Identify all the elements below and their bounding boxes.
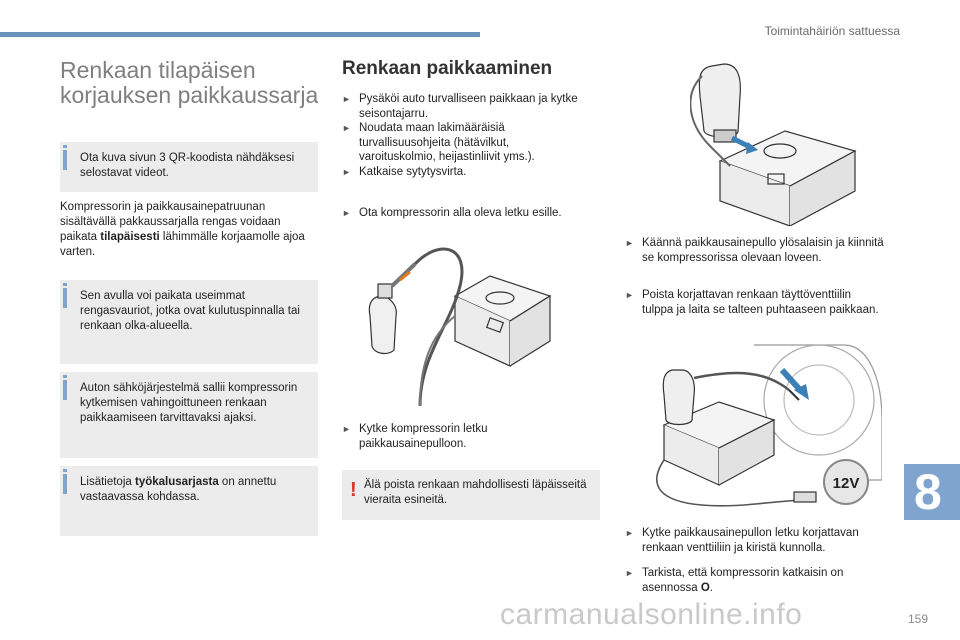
- info-icon: [63, 380, 67, 400]
- info-note-text: Sen avulla voi paikata useimmat rengasvauriot, jotka ovat kulutuspinnalla tai renkaan olka-alueella.: [80, 290, 300, 332]
- toolkit-link-text: työkalusarjasta: [134, 476, 219, 488]
- compressor-hose-illustration: [360, 246, 580, 406]
- step-text: Poista korjattavan renkaan täyttöventtiilin tulppa ja laita se talteen puhtaaseen paikkaan.: [642, 289, 879, 316]
- step-text: Katkaise sytytysvirta.: [359, 166, 467, 178]
- intro-paragraph: [60, 200, 310, 260]
- step-text: [642, 566, 872, 595]
- info-note-electrical: [60, 372, 318, 458]
- arrow-bullet-icon: ►: [342, 123, 351, 133]
- info-note-coverage: [60, 280, 318, 364]
- header-bar: [0, 32, 480, 37]
- warning-text: Älä poista renkaan mahdollisesti läpäisseitä vieraita esineitä.: [364, 479, 587, 506]
- arrow-bullet-icon: ►: [625, 568, 634, 578]
- page-number: 159: [907, 612, 928, 626]
- info-note-text: Auton sähköjärjestelmä sallii kompressorin kytkemisen vahingoittuneen renkaan paikkaamiseen tarvittavaksi ajaksi.: [80, 382, 298, 424]
- exclamation-icon: !: [350, 479, 357, 501]
- step-item: [342, 121, 607, 165]
- intro-emphasis: tilapäisesti: [100, 231, 160, 243]
- step-text: Kytke paikkausainepullon letku korjattavan renkaan venttiiliin ja kiristä kunnolla.: [642, 527, 859, 554]
- step-item: [625, 236, 890, 266]
- arrow-bullet-icon: ►: [625, 528, 634, 538]
- info-note-qr: [60, 142, 318, 192]
- arrow-bullet-icon: ►: [342, 424, 351, 434]
- arrow-bullet-icon: ►: [625, 238, 634, 248]
- step-text: Kytke kompressorin letku paikkausainepulloon.: [359, 423, 488, 450]
- chapter-number: 8: [914, 464, 942, 520]
- info-note-toolkit: [60, 466, 318, 536]
- warning-note: [342, 470, 600, 520]
- arrow-bullet-icon: ►: [342, 208, 351, 218]
- step-text-part: Tarkista, että kompressorin katkaisin on asennossa: [642, 567, 844, 594]
- step-item: [342, 92, 607, 122]
- step-text: Ota kompressorin alla oleva letku esille.: [359, 207, 562, 219]
- step-text: Pysäköi auto turvalliseen paikkaan ja kytke seisontajarru.: [359, 93, 578, 120]
- info-note-text: [80, 475, 312, 505]
- plug-label: 12V: [832, 475, 860, 492]
- info-icon: [63, 288, 67, 308]
- step-item: [625, 526, 890, 556]
- chapter-tab: [904, 464, 960, 520]
- toolkit-text-end: on annettu vastaavassa kohdassa.: [80, 476, 277, 503]
- step-text: Käännä paikkausainepullo ylösalaisin ja kiinnitä se kompressorissa olevaan loveen.: [642, 237, 884, 264]
- step-text: Noudata maan lakimääräisiä turvallisuusohjeita (hätävilkut, varoituskolmio, heijastinliivit yms.).: [359, 122, 535, 163]
- info-icon: [63, 150, 67, 170]
- page-title: Renkaan tilapäisen korjauksen paikkaussarja: [60, 57, 319, 108]
- step-item: [342, 422, 607, 452]
- section-title: Toimintahäiriön sattuessa: [764, 24, 900, 38]
- info-icon: [63, 474, 67, 494]
- step-item: [625, 288, 890, 332]
- intro-text: Kompressorin ja paikkausainepatruunan sisältävällä pakkaussarjalla rengas voidaan paikata: [60, 201, 281, 243]
- arrow-bullet-icon: ►: [342, 94, 351, 104]
- bottle-on-compressor-illustration: [690, 56, 870, 226]
- step-item: [342, 165, 607, 181]
- step-item: [625, 566, 890, 596]
- arrow-bullet-icon: ►: [342, 167, 351, 177]
- step-item: [342, 206, 607, 222]
- section-heading: Renkaan paikkaaminen: [342, 58, 553, 79]
- switch-position: O: [700, 581, 710, 594]
- tyre-valve-connection-illustration: [624, 340, 882, 520]
- info-note-text: Ota kuva sivun 3 QR-koodista nähdäksesi selostavat videot.: [80, 152, 295, 179]
- toolkit-text: Lisätietoja: [80, 476, 135, 488]
- step-text-end: .: [709, 581, 713, 594]
- watermark: carmanualsonline.info: [500, 598, 803, 631]
- intro-text-end: lähimmälle korjaamolle ajoa varten.: [60, 231, 305, 258]
- arrow-bullet-icon: ►: [625, 290, 634, 300]
